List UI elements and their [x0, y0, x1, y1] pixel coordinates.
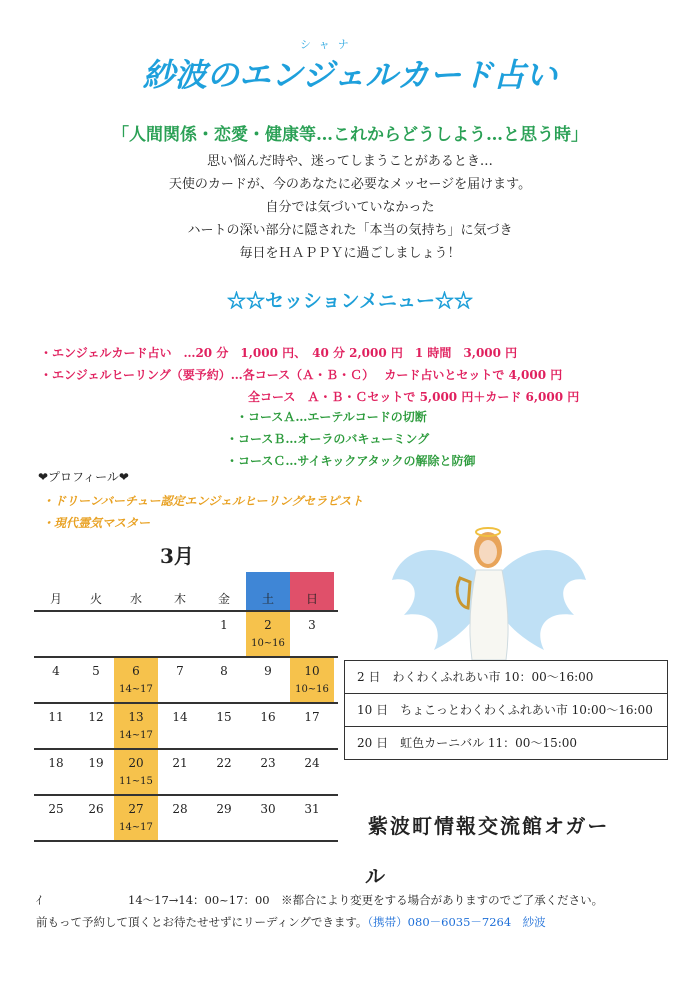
calendar-day: 12 — [88, 710, 104, 724]
footer-note: 14～17→14：00~17：00 ※都合により変更をする場合がありますのでご了承ください。 — [128, 893, 604, 907]
calendar-day: 29 — [216, 802, 232, 816]
calendar-day: 30 — [260, 802, 276, 816]
calendar-day-hours: 14~17 — [119, 822, 153, 833]
weekday-label: 木 — [173, 592, 186, 606]
calendar-day: 5 — [92, 664, 100, 678]
calendar-month: 3月 — [160, 544, 194, 568]
calendar-day-hours: 10~16 — [251, 638, 285, 649]
calendar-day: 27 — [128, 802, 144, 816]
calendar-day-hours: 10~16 — [295, 684, 329, 695]
page-title: 紗波のエンジェルカード占い — [142, 56, 558, 94]
calendar-day-hours: 14~17 — [119, 730, 153, 741]
calendar-divider — [34, 840, 338, 842]
weekday-label: 水 — [129, 592, 142, 606]
calendar-divider — [34, 610, 338, 612]
angel-illustration — [384, 520, 594, 660]
profile-heading: ❤プロフィール❤ — [38, 470, 129, 484]
calendar-day: 25 — [48, 802, 64, 816]
events-table — [344, 660, 668, 760]
calendar-day: 8 — [220, 664, 228, 678]
venue-name-continued: ル — [365, 864, 385, 888]
calendar-day: 23 — [260, 756, 276, 770]
calendar-day: 14 — [172, 710, 188, 724]
phone-link[interactable]: （携帯）080－6035－7264 紗波 — [367, 915, 546, 929]
event-row: 20 日 虹色カーニバル 11：00～15:00 — [357, 736, 578, 750]
calendar-day: 18 — [48, 756, 64, 770]
calendar-day: 3 — [308, 618, 316, 632]
footer-reservation — [36, 914, 546, 930]
intro-line: 毎日をＨＡＰＰＹに過ごしましょう！ — [239, 246, 461, 261]
calendar-day: 17 — [304, 710, 320, 724]
calendar-day: 24 — [304, 756, 320, 770]
calendar-day: 13 — [128, 710, 144, 724]
event-row: 2 日 わくわくふれあい市 10：00～16:00 — [345, 661, 667, 694]
menu-heading: ☆☆セッションメニュー☆☆ — [226, 290, 474, 312]
menu-item: ・エンジェルヒーリング（要予約）…各コース（Ａ・Ｂ・Ｃ） カード占いとセットで 4,000 円 — [40, 368, 563, 382]
calendar-day: 22 — [216, 756, 232, 770]
calendar-day: 2 — [264, 618, 272, 632]
weekday-label: 月 — [49, 592, 62, 606]
calendar-day: 31 — [304, 802, 320, 816]
intro-text — [0, 150, 700, 265]
calendar-divider — [34, 794, 338, 796]
calendar-day-hours: 14~17 — [119, 684, 153, 695]
calendar-day: 26 — [88, 802, 104, 816]
calendar-day: 28 — [172, 802, 188, 816]
calendar-divider — [34, 702, 338, 704]
title-ruby: シャナ — [300, 38, 357, 51]
intro-line: 思い悩んだ時や、迷ってしまうことがあるとき… — [207, 154, 493, 169]
footer-mark: ｲ — [36, 893, 42, 907]
calendar-day: 15 — [216, 710, 232, 724]
course-item: ・コースＣ…サイキックアタックの解除と防御 — [226, 454, 476, 468]
calendar-day: 9 — [264, 664, 272, 678]
intro-line: 自分では気づいていなかった — [265, 200, 435, 215]
calendar-day: 19 — [88, 756, 104, 770]
intro-line: ハートの深い部分に隠された「本当の気持ち」に気づき — [187, 223, 513, 238]
weekday-label: 火 — [89, 592, 102, 606]
menu-item: ・エンジェルカード占い …20 分 1,000 円、 40 分 2,000 円 1 時間 3,000 円 — [40, 346, 518, 360]
profile-item: ・現代霊気マスター — [42, 516, 151, 530]
calendar-divider — [34, 748, 338, 750]
calendar-day: 11 — [48, 710, 64, 724]
subtitle: 「人間関係・恋愛・健康等…これからどうしよう…と思う時」 — [112, 125, 588, 145]
menu-item: 全コース Ａ・Ｂ・Ｃセットで 5,000 円＋カード 6,000 円 — [248, 390, 580, 404]
calendar-day: 20 — [128, 756, 144, 770]
weekday-label: 土 — [261, 592, 274, 606]
course-item: ・コースＡ…エーテルコードの切断 — [236, 410, 427, 424]
face — [479, 540, 497, 564]
profile-item: ・ドリーンバーチュー認定エンジェルヒーリングセラピスト — [42, 494, 364, 508]
intro-line: 天使のカードが、今のあなたに必要なメッセージを届けます。 — [168, 177, 532, 192]
calendar-day: 10 — [304, 664, 320, 678]
weekday-label: 金 — [217, 592, 230, 606]
calendar-day: 4 — [52, 664, 60, 678]
calendar-day: 1 — [220, 618, 228, 632]
calendar-day: 21 — [172, 756, 188, 770]
calendar-day: 16 — [260, 710, 276, 724]
calendar-day: 7 — [176, 664, 184, 678]
weekday-label: 日 — [305, 592, 318, 606]
calendar-day-hours: 11~15 — [119, 776, 153, 787]
reservation-text: 前もって予約して頂くとお待たせせずにリーディングできます。 — [36, 915, 368, 929]
event-row: 10 日 ちょこっとわくわくふれあい市 10:00～16:00 — [345, 694, 667, 727]
venue-name: 紫波町情報交流館オガー — [368, 814, 610, 838]
robe — [470, 570, 508, 660]
calendar-day: 6 — [132, 664, 140, 678]
course-item: ・コースＢ…オーラのバキューミング — [226, 432, 430, 446]
